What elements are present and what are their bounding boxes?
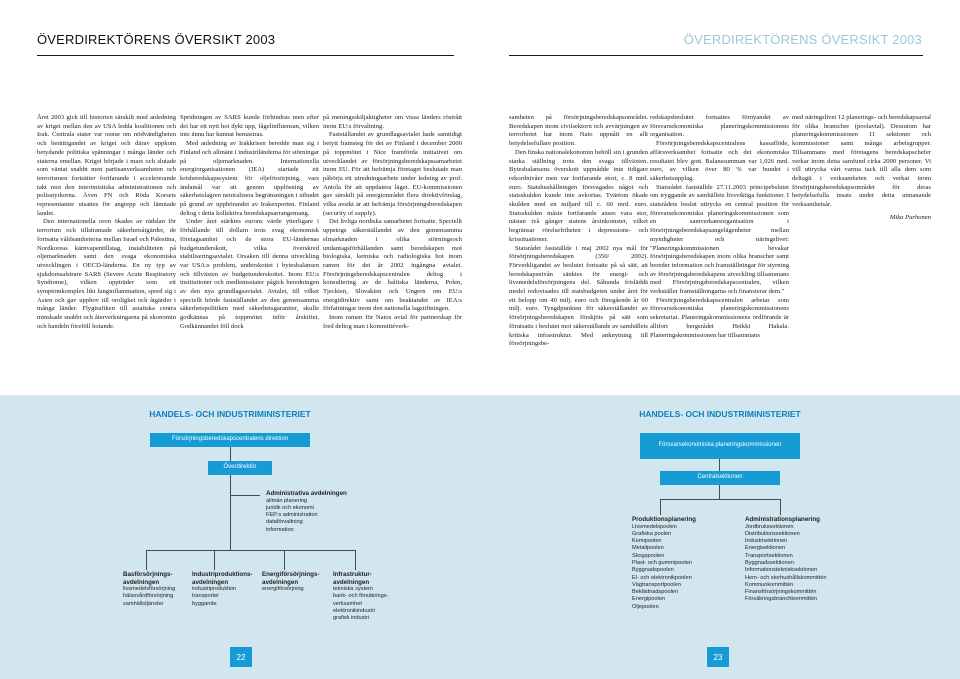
org-item: dataförvaltning xyxy=(266,519,303,526)
department-title: Infrastruktur-avdelningen xyxy=(333,571,372,586)
commission-box: Försvarsekonomiska planeringskommissionen xyxy=(640,433,800,459)
paragraph: Med anledning av Irakkrisen beredde man sig i Finland och allmänt i industriländerna för störningar på oljemarknaden. Internationella energiorganisationen (IEA) startade ett krisberedskapssystem för oljeförsörjning, vars ändamål var att genom upplösning av säkerhetslagren neutralisera begränsningen i utbudet på grund av upphörandet av Irakexporten. Finland deltog i detta kollektiva beredskapsarrangemang. xyxy=(180,140,319,217)
org-item: Kommunkommittén xyxy=(745,581,794,588)
central-section-box: Centralsektionen xyxy=(660,471,780,485)
department-unit xyxy=(333,571,397,622)
signature: Mika Purhonen xyxy=(889,213,931,221)
right-header-rule xyxy=(509,55,923,56)
connector xyxy=(214,550,215,570)
connector xyxy=(230,475,231,550)
department-unit xyxy=(262,571,328,593)
right-page-title: ÖVERDIREKTÖRENS ÖVERSIKT 2003 xyxy=(683,32,922,47)
org-item: Transportsektionen xyxy=(745,552,793,559)
org-item: Plast- och gummipoolen xyxy=(632,559,693,566)
department-unit xyxy=(192,571,258,608)
text-column-2 xyxy=(180,114,319,332)
org-item: hälsovårdförsörjning xyxy=(123,593,174,600)
org-item: Metallpoolen xyxy=(632,545,664,552)
left-page-title: ÖVERDIREKTÖRENS ÖVERSIKT 2003 xyxy=(37,32,276,47)
paragraph: Det livliga nordiska samarbetet fortsatte. Speciellt uppstogs säkerställandet av den gemensamma elmarknaden i olika störningsoch undantagsförhållanden samt beredskapen mot biologiska, kemiska och radiologiska hot inom ramen för det år 2002 ingångna avtalet. Försörjningsberedskapscentralen deltog i konsultering av de baltiska länderna, Polen, Tjeckien, Slovakien och Ungern om EU:s energidirektiv samt om beaktandet av IEA:s författningar inom den nationella lagstiftningen. xyxy=(323,218,462,313)
org-item: Vägtransportpoolen xyxy=(632,581,681,588)
org-item: El- och elektronikpoolen xyxy=(632,574,692,581)
org-item: Grafiska poolen xyxy=(632,530,672,537)
page-number-left: 22 xyxy=(230,647,252,667)
paragraph: Fastställandet av grundlagsavtalet hade samtidigt betytt framsteg för det av Finland i december 2000 på toppmötet i Nice framförda initiativet om utvecklandet av försörjningsberedskapssamarbetet inom EU. För att befrämja företaget beslutade man påbörja ett utredningsarbete under ledning av prof. Antola för att uppdatera läget. EU-kommissionen gav särskilt på energiområdet flera direktivförslag, vilka avsikt är att befrämja försörjningsberedskapen (security of supply). xyxy=(323,131,462,217)
department-items xyxy=(192,586,258,608)
org-item: elektronikindustri xyxy=(333,607,375,614)
production-planning-group xyxy=(632,516,732,611)
org-item: Distributionssektionen xyxy=(745,530,800,537)
org-item: tekniska system xyxy=(333,586,373,592)
paragraph: Under året stärktes eurons värde ytterligare i förhållande till dollarn trots svag ekonomisk företagsamhet och de stora EU-ländernas budgetunderskott, vilka överskred stabiliseringsavtalet. Orsaken till denna utveckling var USA:s problem, underskottet i bytesbalansen och tillväxten av budgetunderskottet. Inom EU:s institutioner och medlemsstater pågick beredningen av den nya grundlagsavtalet. Avtalet, till vilket speciellt hörde fastställandet av den gemensamma säkerhetspolitiken med säkerhetsgarantier, skulle godkännas på toppmötet inför årskiftet. Godkännandet föll dock xyxy=(180,218,319,330)
connector xyxy=(230,495,260,496)
text-column-6 xyxy=(792,114,931,222)
group-items xyxy=(632,524,732,612)
admin-department-title: Administrativa avdelningen xyxy=(266,490,347,497)
group-title: Administrationsplanering xyxy=(745,516,820,523)
paragraph: Statsrådet fastställde i maj 2002 nya mål för försörjningsberedskapen (350/ 2002). Förverkligandet av beslutet fortsatte på så sätt, att beredskapsnivån sänktes för energi- och livsmedelsförsörjningens del. Såhunda frisläddä medel redovisades till statsbudgeten under året för ett belopp om 40 milj. euro och föregående år 60 milj. euro. Tyngdpunkten för säkerställandet av försörjningsberedskapen förskjöts på sätt som förutsatts i beslutet mot säkerställande av samhällets kritiska infrastruktur. Med anknytning till försörjningsbe- xyxy=(509,244,648,348)
connector xyxy=(660,499,780,500)
paragraph: redskapsbeslutet fortsattes förnyandet av försvarsekonomiska planeringskommissionens organisation. xyxy=(650,114,789,139)
org-item: Byggnadssektionen xyxy=(745,559,794,566)
paragraph: Året 2003 gick till historien särskilt med anledning av kriget mellan den av USA ledda koalitionen och Irak. Centrala stater var oense om nödvändigheten och berättigandet av kriget och därav uppkom betydande politiska spänningar i många länder och staterna emellan. Kriget började i mars och slutade som väntat snabbt men partisanverksamheten och terrorismen fortsätter fortfarande i accelererande takt mot den interimistiska administrationen och polisstyrkorna. Även FN och Röda Korsets representanter utsattes för angrepp och lämnade landet. xyxy=(37,114,176,217)
text-column-3 xyxy=(323,114,462,332)
org-item: samhällstjänster xyxy=(123,600,164,607)
paragraph: Inom ramen för Natos avtal för partnerskap för fred deltog man i kommittéverk- xyxy=(323,314,462,330)
right-ministry-title: HANDELS- OCH INDUSTRIMINISTERIET xyxy=(639,409,801,419)
connector xyxy=(284,550,285,570)
connector xyxy=(230,447,231,461)
org-item: bank- och försäkrings-verksamhet xyxy=(333,593,389,607)
org-item: byggande xyxy=(192,600,217,607)
paragraph: på meningsskiljaktigheter om vissa länders röstrått inom EU:s förvaltning. xyxy=(323,114,462,130)
connector xyxy=(146,550,147,570)
org-item: Livsmedelspoolen xyxy=(632,523,677,530)
org-item: energiförsörjning xyxy=(262,586,304,592)
org-item: Informationsteknisksektionen xyxy=(745,567,818,574)
org-item: Jordbrukssektionen xyxy=(745,523,794,530)
department-items xyxy=(262,586,328,593)
org-item: Energisektionen xyxy=(745,545,786,552)
org-item: FEP:s administration xyxy=(266,512,318,519)
org-item: Beklädnadspoolen xyxy=(632,589,679,596)
group-title: Produktionsplanering xyxy=(632,516,696,523)
org-item: juridik och ekonomi xyxy=(266,504,314,511)
org-item: Industrisektionen xyxy=(745,538,788,545)
org-item: Oljepoolen xyxy=(632,603,659,610)
paragraph: samheten på försörjningsberedskapsområdet. Beredskapen inom civilsektorn och avvärjningen av terrorhotet har inom Nato uppnått en allt betydelsefullare position. xyxy=(509,114,648,148)
director-box: Överdirektör xyxy=(208,461,272,475)
org-item: Försäkringsbranchkommittén xyxy=(745,596,818,603)
connector xyxy=(719,485,720,499)
org-item: information xyxy=(266,526,294,533)
paragraph: Spridningen av SARS kunde förhindras men efter det har ett nytt hot dykt upp, fågelinfluensan, vilken inte ännu har kunnat bemästras. xyxy=(180,114,319,139)
org-item: transporter xyxy=(192,593,220,600)
org-item: Skogspoolen xyxy=(632,552,665,559)
admin-department xyxy=(266,490,366,534)
department-unit xyxy=(123,571,185,608)
connector xyxy=(660,499,661,515)
department-items xyxy=(123,586,185,608)
administration-planning-group xyxy=(745,516,855,604)
connector xyxy=(146,550,356,551)
department-title: Industriproduktions-avdelningen xyxy=(192,571,253,586)
page-number-right: 23 xyxy=(707,647,729,667)
org-item: livsmedelsförsörjning xyxy=(123,586,176,592)
group-items xyxy=(745,524,855,604)
paragraph: Den finska nationalekonomin behöll sin i grunden starka ställning trots den svaga tillväxten. Bytesbalansens överskott uppnådde inte tidigare rekordnivåer men var fortfarande stort, c. 8 mrd. euro. Statshushållningen försvagades något och statsskulden kunde inte avkortas. Tvärtom ökade skulden med en miljard till c. 60 mrd. euro. Statsskulden måste fortfarande anses vara stor, nästan två gånger statens årsinkomster, vilket begränsar rörelsefriheten i depressions- och krissituationer. xyxy=(509,148,648,243)
org-item: Energipoolen xyxy=(632,596,665,603)
left-ministry-title: HANDELS- OCH INDUSTRIMINISTERIET xyxy=(149,409,311,419)
text-column-4 xyxy=(509,114,648,349)
paragraph: med näringslivet 12 planerings- och beredskapsavtal för olika branscher (poolavtal). Dessutom har planeringskommissionen 11 sektioner och kommissioner samt många arbetsgrupper. Tillsammans med företagens beredskapschefer verkar inom detta samfund cirka 2000 personer. Vi vill uttrycka vårt varma tack till alla dem som deltagit i verksamheten och verkat inom försörjningsberedskapsområdet för deras betydelsefulla insats under detta utmanande verksamhetsår. xyxy=(792,114,931,209)
admin-department-items xyxy=(266,498,366,534)
paragraph: Den internationella oron ökades av rädslan för terrorism och tillstramade säkerhetsåtgärder, de fortsatta våldsamheterna mellan Israel och Palestina, Nordkoreas kärnvapentillstag, instabiliteten på oljemarknaden samt den svaga ekonomiska utvecklingen i OECD-länderna. En ny typ av sjukdomsalstrare SARS (Severe Acute Respiratory Syndrome), vilken uppträder som ett symptomkomplex likt lunginflammation, spred sig i Asien och gav upphov till oroligket och åtgärder i många länder. Flygtrafiken till asiatiska centra minskade snabbt och återverkningarna på ekonomin och handeln föreföll hotande. xyxy=(37,218,176,330)
text-column-1 xyxy=(37,114,176,332)
org-item: grafisk industri xyxy=(333,615,370,622)
org-item: Byggnadspoolen xyxy=(632,567,674,574)
paragraph: Försörjningsberedskapscentralen arbetar som försvarsekonomiska planeringskommissionens sekretariat. Planeringskommissionens ordförande är alltfort bergsrådet Heikki Hakala. Planeringskommissionen har tillsammans xyxy=(650,296,789,339)
connector xyxy=(780,499,781,515)
connector xyxy=(355,550,356,570)
department-title: Basförsörjnings-avdelningen xyxy=(123,571,173,586)
left-header-rule xyxy=(37,55,454,56)
org-item: allmän planering xyxy=(266,497,308,504)
paragraph: Statsrådet fastställde 27.11.2003 principebslutet om tryggande av samhällets livsviktiga funktioner. I statsrådets beslut uttrycks en central position för försvarsekonomiska planeringskommissionen som en samverkansorganisation i försörjningsberedskapsangelägenheter mellan myndigheter och näringslivet: "Planeringskommissionen bevakar försörjningsberedskapen inom olika branscher samt bereder information och framställningar för styrning av försörjningsberedskapens utveckling tillsammans med Försörjningsberedskapscentralen, vilken verkställer framställningarna och finansierar dem." xyxy=(650,183,789,296)
paragraph: Försörjningsberedskapscentralens kassaflöde, affärsverksamhet fortsatte och det ekonomiska resultatet blev gott. Balanssumman var 1,026 mrd. euro, av vilken över 80 % var bundet i säkerhetsupplag. xyxy=(650,140,789,182)
org-item: industriproduktion xyxy=(192,586,237,592)
org-item: Finansförsörjningskommittén xyxy=(745,589,817,596)
org-item: Hem- och storhushållskommittén xyxy=(745,574,827,581)
department-title: Energiförsörjnings-avdelningen xyxy=(262,571,320,586)
org-item: Kemipoolen xyxy=(632,538,662,545)
department-items xyxy=(333,586,397,622)
text-column-5 xyxy=(650,114,789,340)
connector xyxy=(719,459,720,471)
board-box: Försörjningsberedskapscentralens direktion xyxy=(150,433,310,447)
